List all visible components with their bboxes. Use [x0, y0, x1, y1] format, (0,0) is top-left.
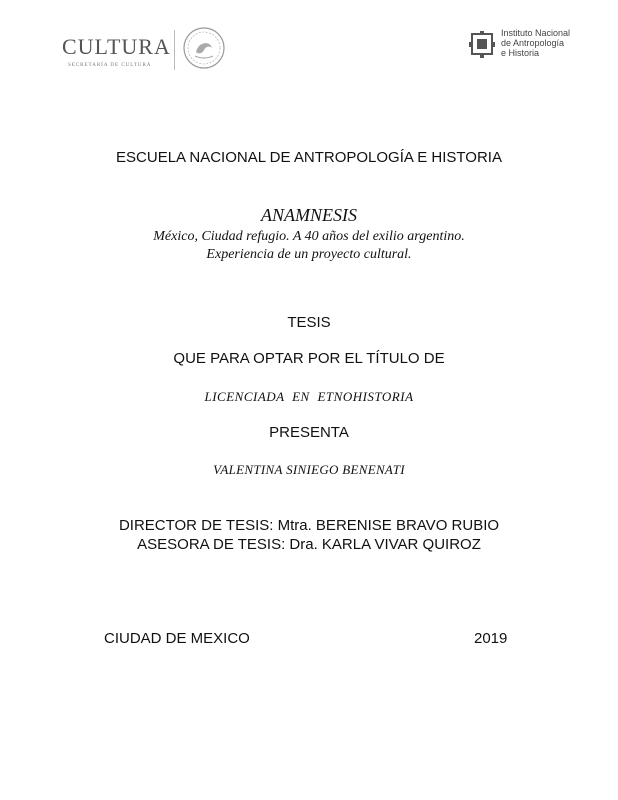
- thesis-director: DIRECTOR DE TESIS: Mtra. BERENISE BRAVO RUBIO: [118, 517, 500, 534]
- inah-emblem-icon: [468, 30, 496, 60]
- subtitle-line-1: México, Ciudad refugio. A 40 años del exilio argentino.: [153, 229, 465, 244]
- city: CIUDAD DE MEXICO: [104, 630, 250, 647]
- mexico-seal-icon: [182, 26, 226, 70]
- degree-name: LICENCIADA EN ETNOHISTORIA: [204, 389, 414, 404]
- advisors-block: [0, 516, 618, 554]
- author-name: VALENTINA SINIEGO BENENATI: [213, 462, 405, 477]
- thesis-advisor: ASESORA DE TESIS: Dra. KARLA VIVAR QUIROZ: [137, 536, 481, 553]
- school-name: ESCUELA NACIONAL DE ANTROPOLOGÍA E HISTORIA: [116, 149, 502, 166]
- thesis-subtitle: [0, 228, 618, 264]
- inah-logo: [468, 28, 588, 68]
- cultura-subtitle: SECRETARÍA DE CULTURA: [68, 63, 152, 68]
- inah-name: Instituto Nacional de Antropología e Historia: [501, 28, 571, 58]
- year: 2019: [474, 630, 508, 647]
- presenta-label: PRESENTA: [269, 424, 349, 441]
- cultura-wordmark: CULTURA: [62, 34, 171, 59]
- cultura-logo: [62, 26, 232, 72]
- subtitle-line-2: Experiencia de un proyecto cultural.: [206, 247, 412, 262]
- degree-intro: QUE PARA OPTAR POR EL TÍTULO DE: [173, 350, 445, 367]
- tesis-label: TESIS: [287, 314, 331, 331]
- thesis-title: ANAMNESIS: [261, 205, 357, 225]
- logo-divider: [174, 30, 175, 70]
